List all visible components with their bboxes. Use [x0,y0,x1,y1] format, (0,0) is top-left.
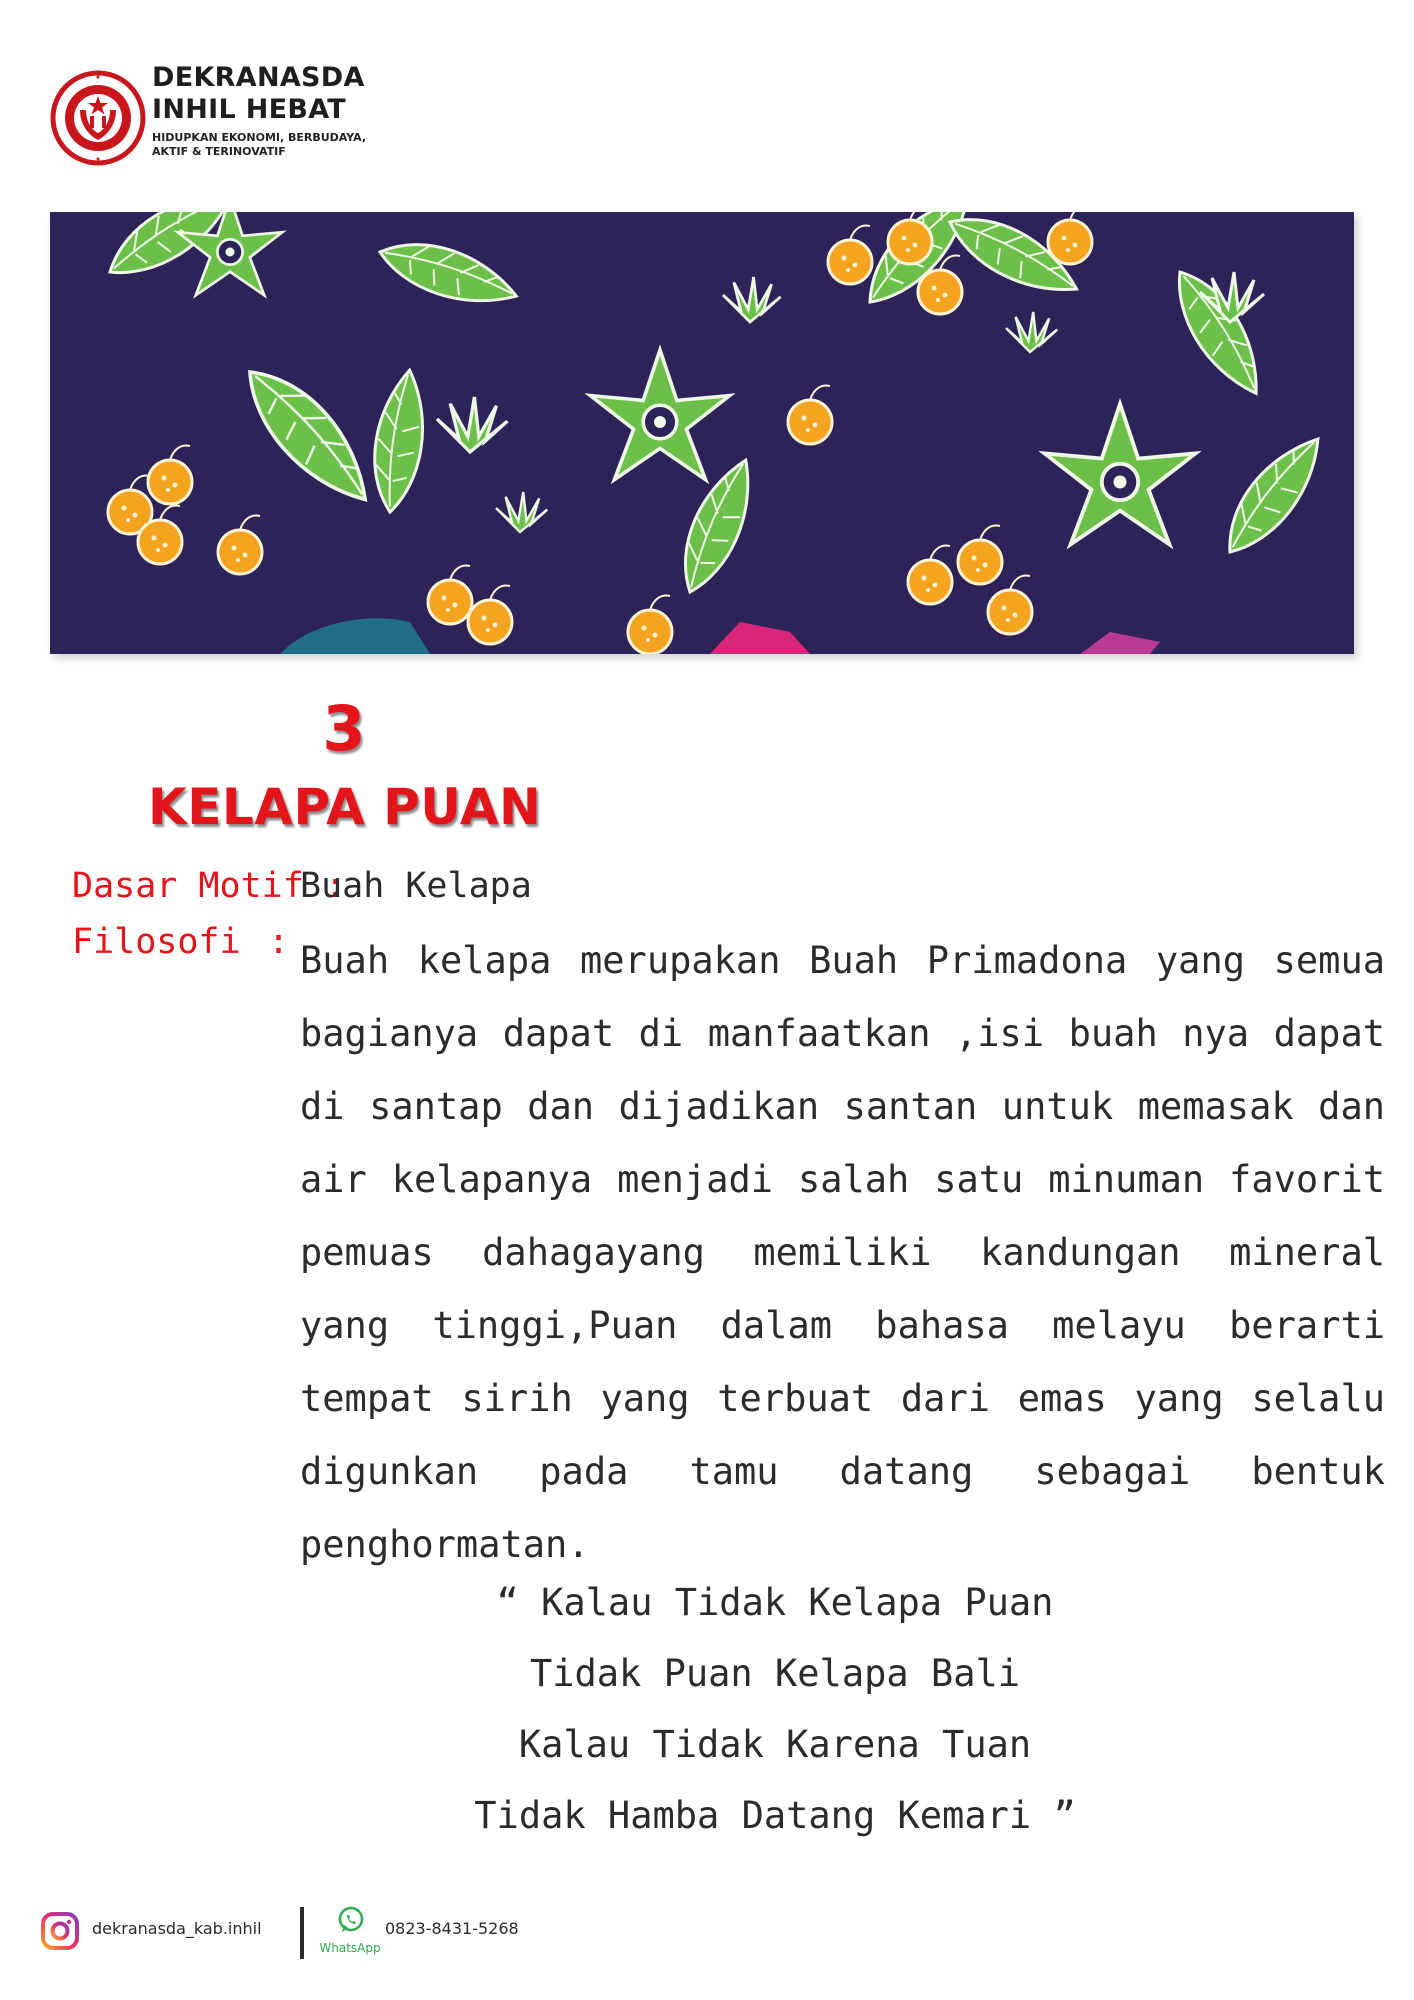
batik-coconut-motif-image [50,212,1354,654]
pantun-line: “ Kalau Tidak Kelapa Puan [496,1581,1054,1624]
filosofi-colon: : [268,922,290,962]
instagram-handle[interactable]: dekranasda_kab.inhil [92,1919,262,1938]
brand-name-line2: INHIL HEBAT [152,94,347,125]
footer-contacts [40,1905,600,1965]
filosofi-label: Filosofi [72,922,241,962]
motif-number: 3 [322,692,366,765]
pantun [350,1567,1200,1851]
filosofi-text: Buah kelapa merupakan Buah Primadona yang semua bagianya dapat di manfaatkan ,isi buah nya dapat di santap dan dijadikan santan untuk memasak dan air kelapanya menjadi salah satu minuman favorit pemuas dahagayang memiliki kandungan mineral yang tinggi,Puan dalam bahasa melayu berarti tempat sirih yang terbuat dari emas yang selalu digunkan pada tamu datang sebagai bentuk penghormatan. [300,939,1385,1566]
pantun-line: Tidak Hamba Datang Kemari ” [474,1794,1076,1837]
brand-tagline: HIDUPKAN EKONOMI, BERBUDAYA, AKTIF & TERINOVATIF [152,131,367,158]
header [50,62,390,172]
brand-block [152,62,392,159]
pantun-line: Kalau Tidak Karena Tuan [518,1723,1032,1766]
whatsapp-number[interactable]: 0823-8431-5268 [385,1919,519,1938]
whatsapp-label: WhatsApp [319,1941,381,1955]
dasar-motif-value: Buah Kelapa [300,866,532,906]
instagram-icon[interactable] [40,1911,80,1951]
brand-name-line1: DEKRANASDA [152,62,365,93]
dasar-motif-label: Dasar Motif : [72,866,346,906]
footer-divider [300,1907,304,1959]
dekranasda-emblem-icon [50,70,146,166]
motif-title: KELAPA PUAN [148,778,542,836]
batik-banner-image [50,212,1354,654]
pantun-line: Tidak Puan Kelapa Bali [529,1652,1021,1695]
